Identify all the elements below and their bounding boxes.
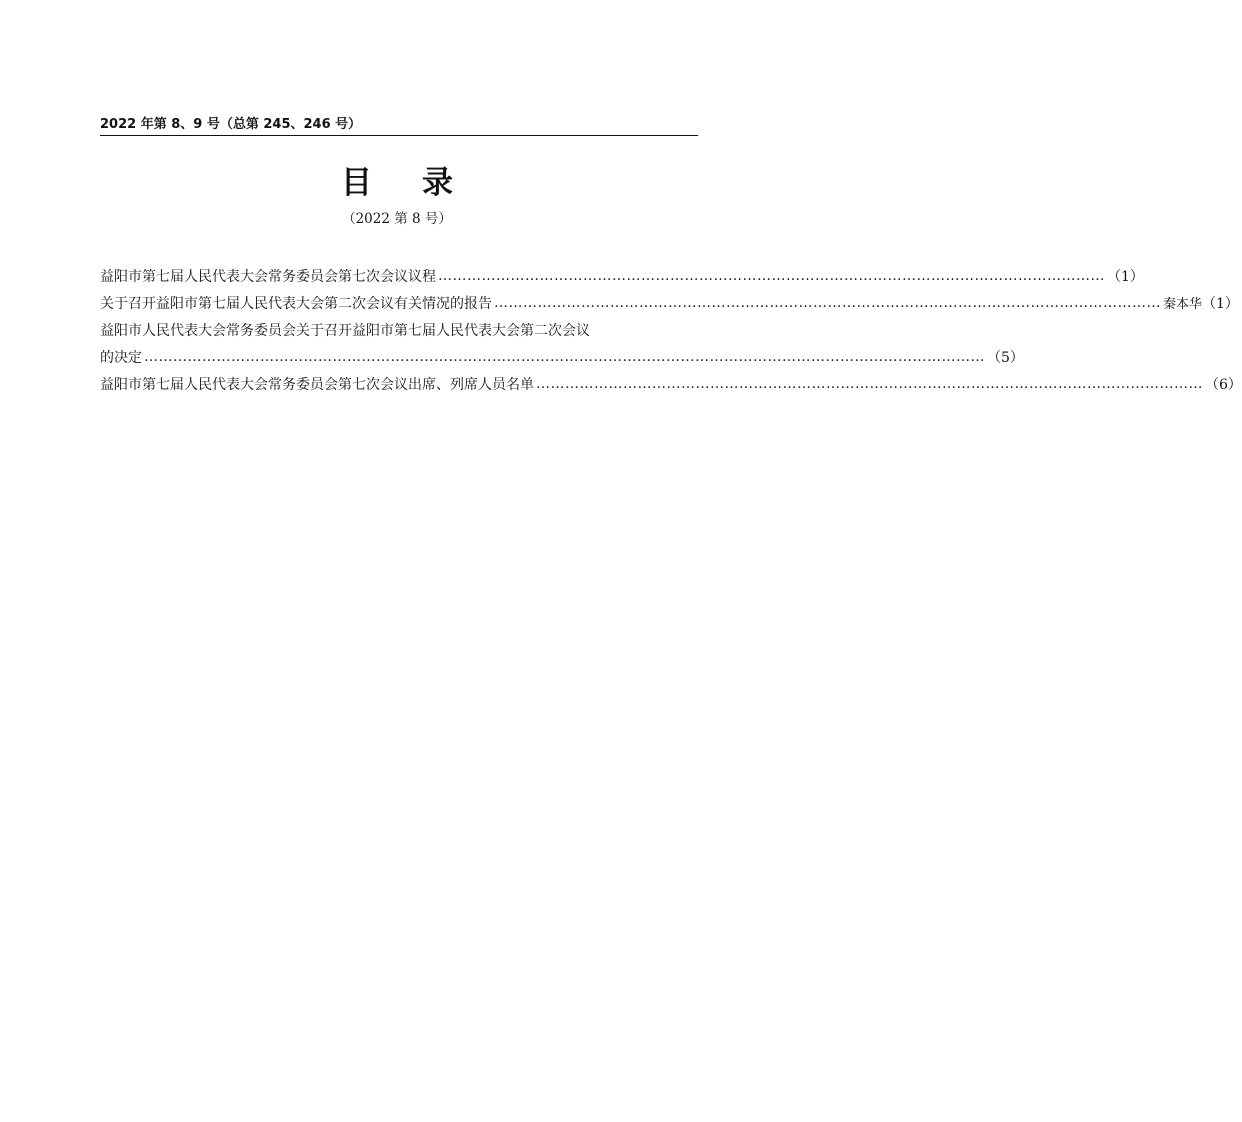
toc-entry-title[interactable]: 益阳市第七届人民代表大会常务委员会第七次会议出席、列席人员名单	[100, 376, 534, 393]
page-title: 目录	[341, 165, 503, 201]
toc-leader-dots: …………………………………………………………………………………………………………………………………………………………	[144, 348, 985, 365]
toc-entry-3-line-2[interactable]	[100, 343, 1024, 370]
toc-page-number: （1）	[1202, 295, 1239, 312]
toc-entry-title[interactable]: 关于召开益阳市第七届人民代表大会第二次会议有关情况的报告	[100, 295, 492, 312]
issue-header	[100, 117, 698, 136]
table-of-contents	[100, 262, 1242, 397]
toc-leader-dots: …………………………………………………………………………………………………………………………	[438, 267, 1105, 284]
toc-leader-dots: …………………………………………………………………………………………………………………………	[494, 294, 1161, 311]
toc-entry-4[interactable]	[100, 370, 1242, 397]
toc-page-number: （5）	[987, 349, 1024, 366]
page-subtitle: （2022 第 8 号）	[342, 211, 452, 227]
toc-entry-author: 秦本华	[1163, 297, 1203, 312]
toc-leader-dots: …………………………………………………………………………………………………………………………	[536, 375, 1203, 392]
toc-page-number: （6）	[1205, 376, 1242, 393]
issue-number: 2022 年第 8、9 号（总第 245、246 号）	[100, 117, 362, 132]
toc-entry-3-line-1[interactable]	[100, 316, 698, 343]
toc-entry-title-continued[interactable]: 的决定	[100, 349, 142, 366]
toc-entry-1[interactable]	[100, 262, 1144, 289]
toc-entry-title[interactable]: 益阳市人民代表大会常务委员会关于召开益阳市第七届人民代表大会第二次会议	[100, 322, 590, 339]
toc-entry-title[interactable]: 益阳市第七届人民代表大会常务委员会第七次会议议程	[100, 268, 436, 285]
toc-entry-2[interactable]	[100, 289, 1239, 316]
toc-page-number: （1）	[1107, 268, 1144, 285]
